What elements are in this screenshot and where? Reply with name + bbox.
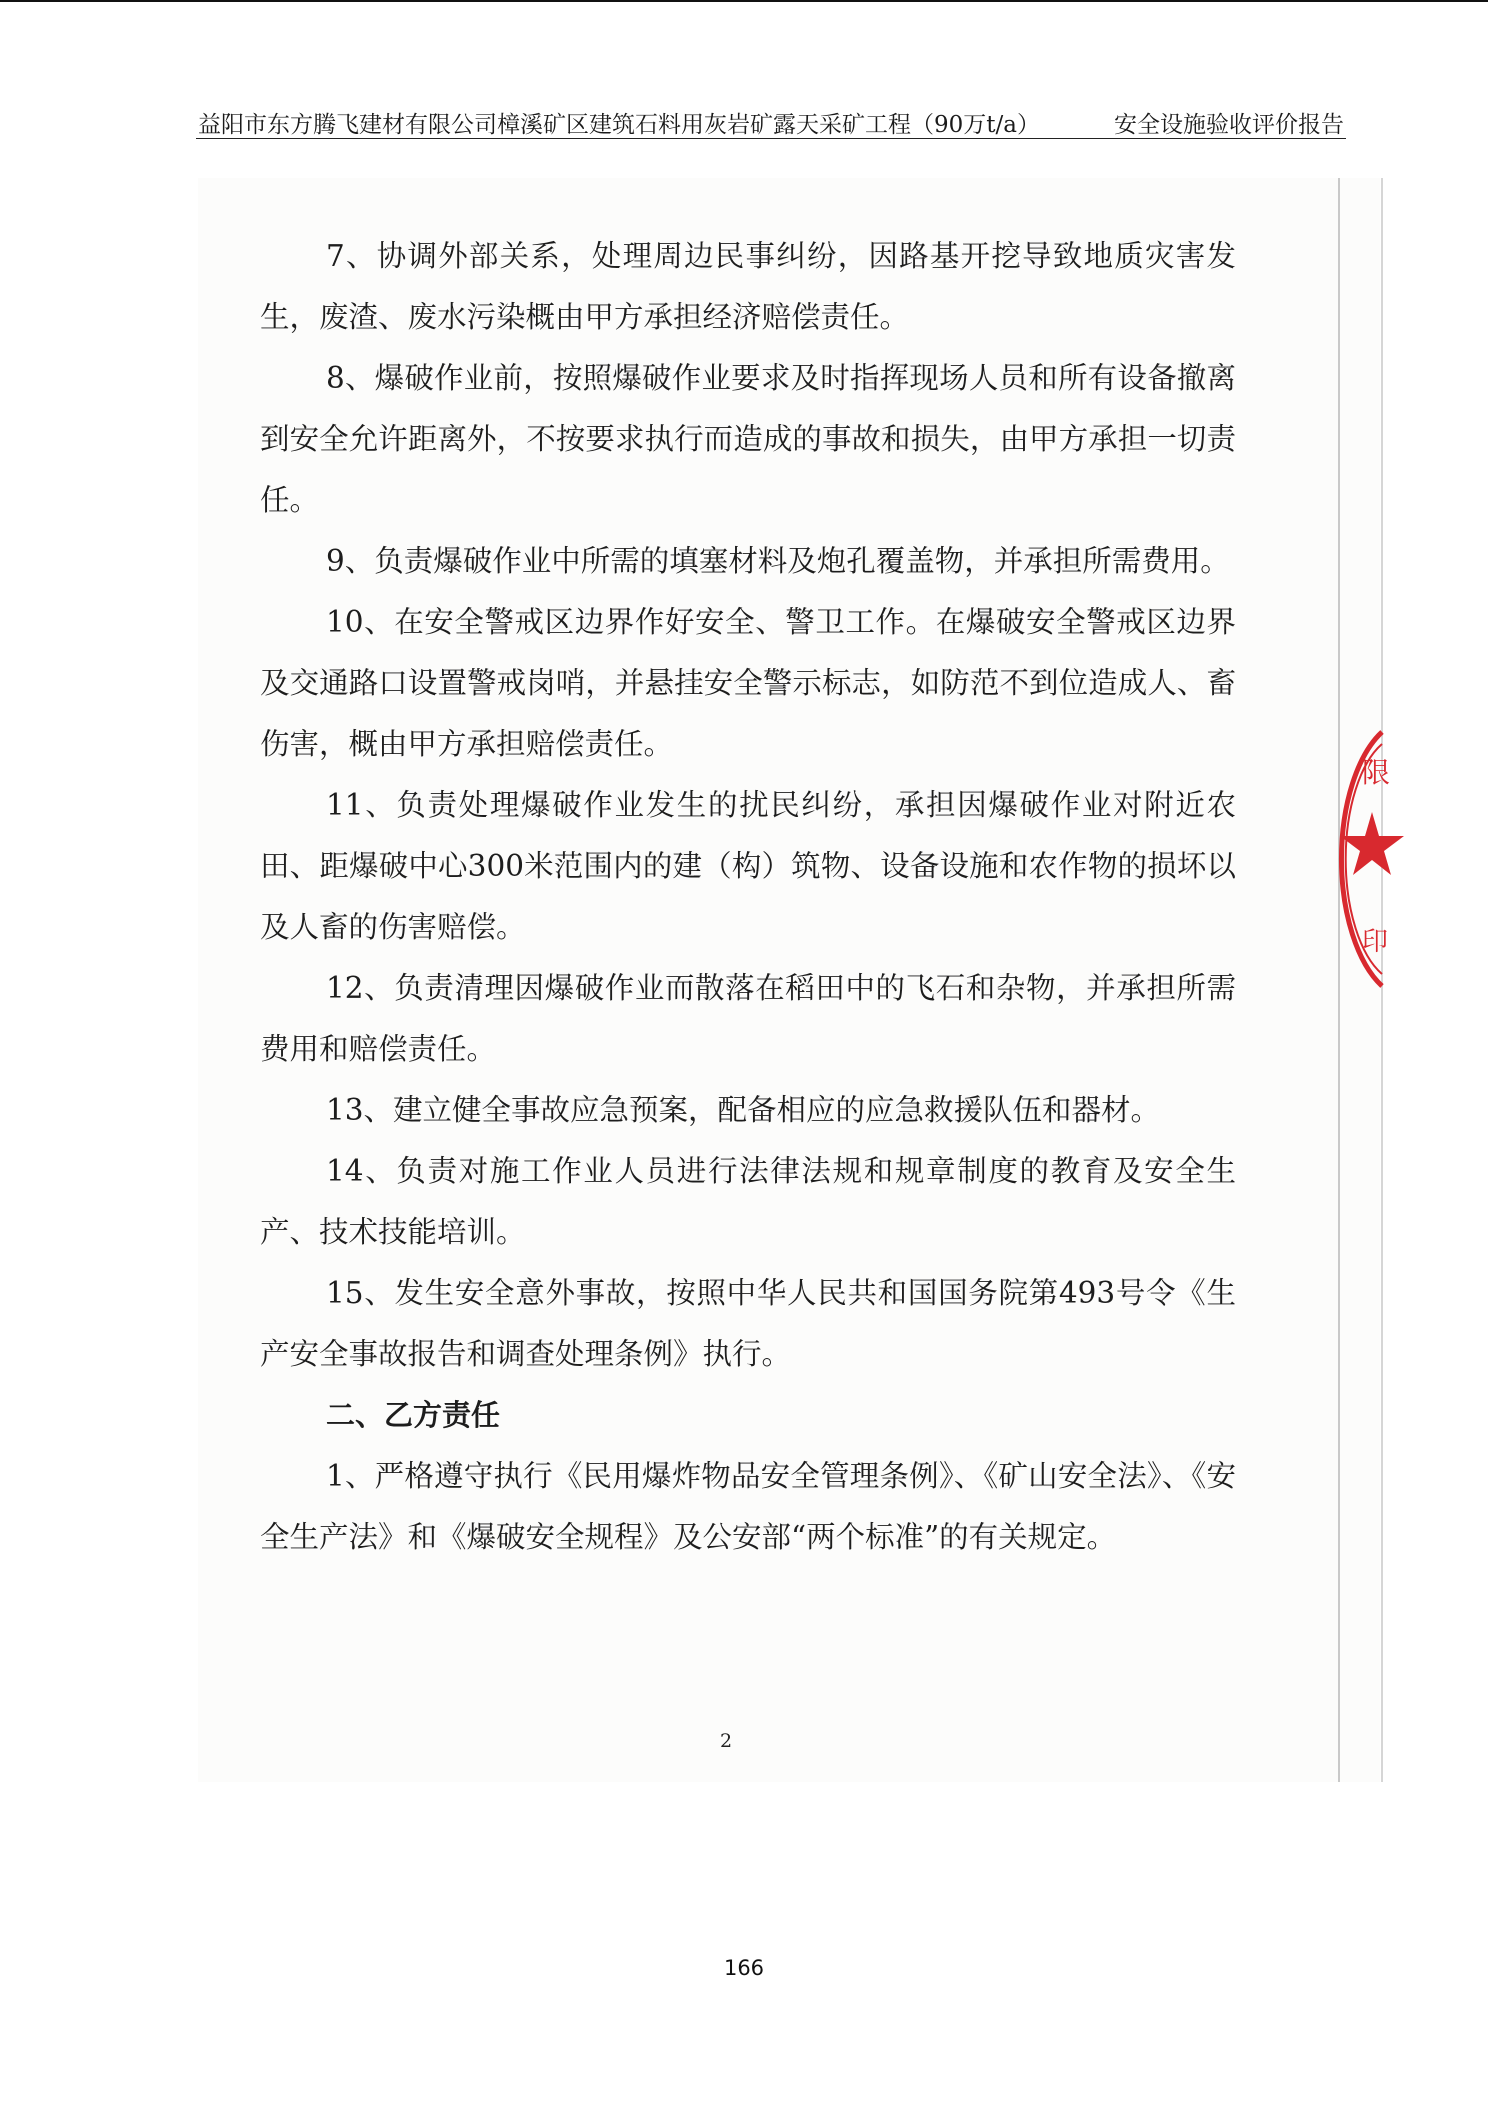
clause-9: 9、负责爆破作业中所需的填塞材料及炮孔覆盖物，并承担所需费用。 [326, 544, 1230, 578]
page-number: 166 [723, 1956, 765, 1980]
clause-13: 13、建立健全事故应急预案，配备相应的应急救援队伍和器材。 [326, 1093, 1161, 1127]
clause-14: 14、负责对施工作业人员进行法律法规和规章制度的教育及安全生产、技术技能培训。 [260, 1154, 1236, 1249]
party-b-clause-1: 1、严格遵守执行《民用爆炸物品安全管理条例》、《矿山安全法》、《安全生产法》和《爆破安全规程》及公安部“两个标准”的有关规定。 [260, 1459, 1236, 1554]
scan-page-number: 2 [720, 1730, 733, 1752]
section-heading: 二、乙方责任 [326, 1398, 501, 1432]
clause-11: 11、负责处理爆破作业发生的扰民纠纷，承担因爆破作业对附近农田、距爆破中心300米范围内的建（构）筑物、设备设施和农作物的损坏以及人畜的伤害赔偿。 [260, 788, 1236, 944]
clause-10: 10、在安全警戒区边界作好安全、警卫工作。在爆破安全警戒区边界及交通路口设置警戒岗哨，并悬挂安全警示标志，如防范不到位造成人、畜伤害，概由甲方承担赔偿责任。 [260, 605, 1236, 761]
clause-15: 15、发生安全意外事故，按照中华人民共和国国务院第493号令《生产安全事故报告和调查处理条例》执行。 [260, 1276, 1236, 1371]
svg-text:印: 印 [1362, 927, 1389, 957]
clause-8: 8、爆破作业前，按照爆破作业要求及时指挥现场人员和所有设备撤离到安全允许距离外，不按要求执行而造成的事故和损失，由甲方承担一切责任。 [260, 361, 1236, 517]
header-report-title: 安全设施验收评价报告 [1114, 112, 1344, 138]
svg-text:限: 限 [1362, 756, 1391, 789]
page-header [196, 104, 1346, 139]
document-body [260, 226, 1236, 1568]
header-project-title: 益阳市东方腾飞建材有限公司樟溪矿区建筑石料用灰岩矿露天采矿工程（90万t/a） [198, 112, 1040, 138]
clause-7: 7、协调外部关系，处理周边民事纠纷，因路基开挖导致地质灾害发生，废渣、废水污染概由甲方承担经济赔偿责任。 [260, 239, 1236, 334]
red-seal-stamp [1322, 724, 1391, 994]
top-rule [0, 0, 1488, 2]
clause-12: 12、负责清理因爆破作业而散落在稻田中的飞石和杂物，并承担所需费用和赔偿责任。 [260, 971, 1236, 1066]
